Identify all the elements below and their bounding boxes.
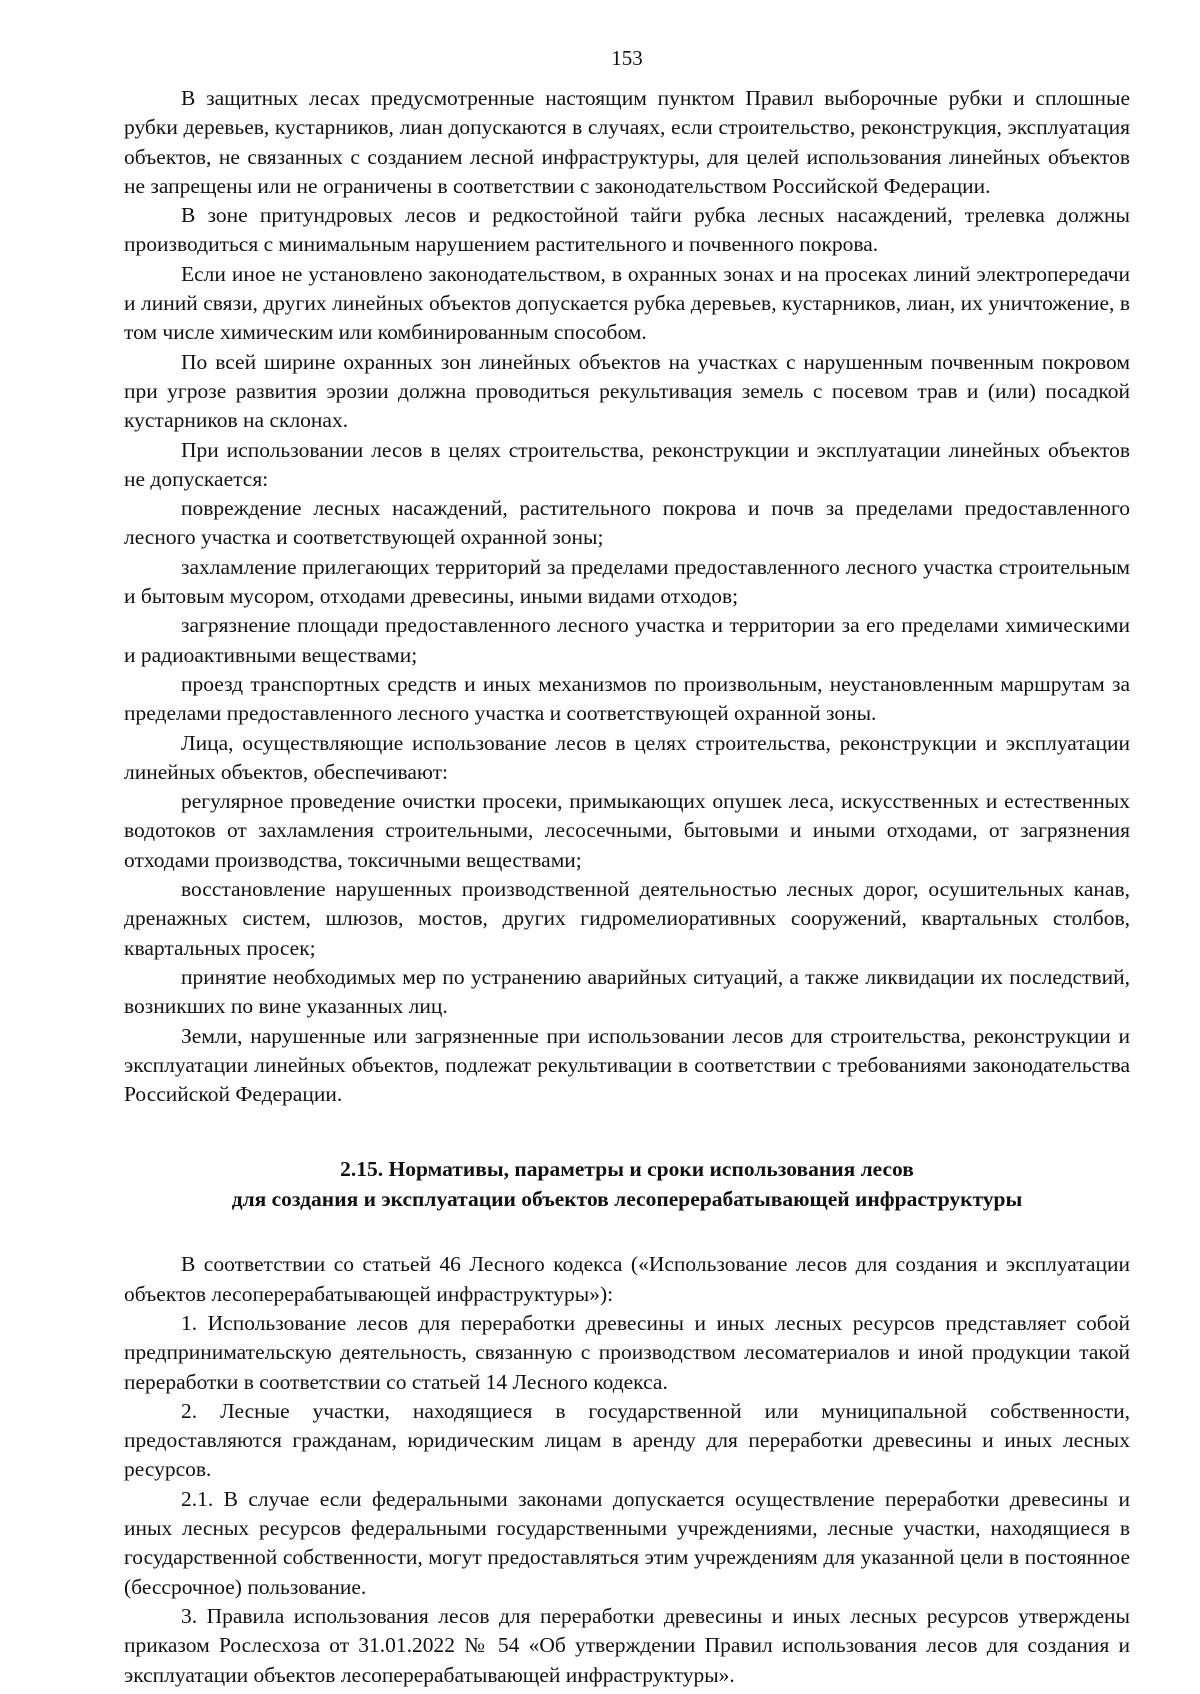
paragraph: При использовании лесов в целях строительства, реконструкции и эксплуатации линейных объектов не допускается: xyxy=(124,437,1130,491)
paragraph: 2.1. В случае если федеральными законами допускается осуществление переработки древесины и иных лесных ресурсов федеральными государственными учреждениями, лесные участки, находящиеся в государственной собственности, могут предоставляться этим учреждениям для указанной цели в постоянное (бессрочное) пользование. xyxy=(124,1486,1130,1599)
paragraph: Если иное не установлено законодательством, в охранных зонах и на просеках линий электропередачи и линий связи, других линейных объектов допускается рубка деревьев, кустарников, лиан, их уничтожение, в том числе химическим или комбинированным способом. xyxy=(124,261,1130,345)
list-item: проезд транспортных средств и иных механизмов по произвольным, неустановленным маршрутам за пределами предоставленного лесного участка и соответствующей охранной зоны. xyxy=(124,671,1130,726)
paragraph: В защитных лесах предусмотренные настоящим пунктом Правил выборочные рубки и сплошные рубки деревьев, кустарников, лиан допускаются в случаях, если строительство, реконструкция, эксплуатация объектов, не связанных с созданием лесной инфраструктуры, для целей использования линейных объектов не запрещены или не ограничены в соответствии с законодательством Российской Федерации. xyxy=(124,86,1130,198)
paragraph: 1. Использование лесов для переработки древесины и иных лесных ресурсов представляет собой предпринимательскую деятельность, связанную с производством лесоматериалов и иной продукции такой переработки в соответствии со статьей 14 Лесного кодекса. xyxy=(124,1310,1130,1394)
paragraph: Лица, осуществляющие использование лесов в целях строительства, реконструкции и эксплуатации линейных объектов, обеспечивают: xyxy=(124,730,1130,784)
list-item: загрязнение площади предоставленного лесного участка и территории за его пределами химическими и радиоактивными веществами; xyxy=(124,613,1130,667)
paragraph: Земли, нарушенные или загрязненные при использовании лесов для строительства, реконструкции и эксплуатации линейных объектов, подлежат рекультивации в соответствии с требованиями законодательства Российской Федерации. xyxy=(124,1023,1130,1107)
list-item: восстановление нарушенных производственной деятельностью лесных дорог, осушительных канав, дренажных систем, шлюзов, мостов, других гидромелиоративных сооружений, квартальных столбов, квартальных просек; xyxy=(124,877,1130,960)
section-heading-line: 2.15. Нормативы, параметры и сроки использования лесов xyxy=(340,1157,914,1182)
list-item: регулярное проведение очистки просеки, примыкающих опушек леса, искусственных и естественных водотоков от захламления строительными, лесосечными, бытовыми и иными отходами, от загрязнения отходами производства, токсичными веществами; xyxy=(124,789,1130,872)
section-heading-line: для создания и эксплуатации объектов лесоперерабатывающей инфраструктуры xyxy=(231,1186,1023,1211)
list-item: захламление прилегающих территорий за пределами предоставленного лесного участка строительным и бытовым мусором, отходами древесины, иными видами отходов; xyxy=(124,554,1130,609)
list-item: повреждение лесных насаждений, растительного покрова и почв за пределами предоставленного лесного участка и соответствующей охранной зоны; xyxy=(124,496,1130,550)
paragraph: 2. Лесные участки, находящиеся в государственной или муниципальной собственности, предоставляются гражданам, юридическим лицам в аренду для переработки древесины и иных лесных ресурсов. xyxy=(124,1398,1130,1482)
list-item: принятие необходимых мер по устранению аварийных ситуаций, а также ликвидации их последствий, возникших по вине указанных лиц. xyxy=(124,964,1130,1019)
paragraph: По всей ширине охранных зон линейных объектов на участках с нарушенным почвенным покровом при угрозе развития эрозии должна проводиться рекультивация земель с посевом трав и (или) посадкой кустарников на склонах. xyxy=(124,349,1130,433)
paragraph: 3. Правила использования лесов для переработки древесины и иных лесных ресурсов утверждены приказом Рослесхоза от 31.01.2022 № 54 «Об утверждении Правил использования лесов для создания и эксплуатации объектов лесоперерабатывающей инфраструктуры». xyxy=(124,1603,1130,1687)
paragraph: В соответствии со статьей 46 Лесного кодекса («Использование лесов для создания и эксплуатации объектов лесоперерабатывающей инфраструктуры»): xyxy=(124,1252,1130,1306)
paragraph: В зоне притундровых лесов и редкостойной тайги рубка лесных насаждений, трелевка должны производиться с минимальным нарушением растительного и почвенного покрова. xyxy=(124,203,1130,257)
section-heading xyxy=(124,1155,1130,1214)
page-number: 153 xyxy=(611,46,643,70)
